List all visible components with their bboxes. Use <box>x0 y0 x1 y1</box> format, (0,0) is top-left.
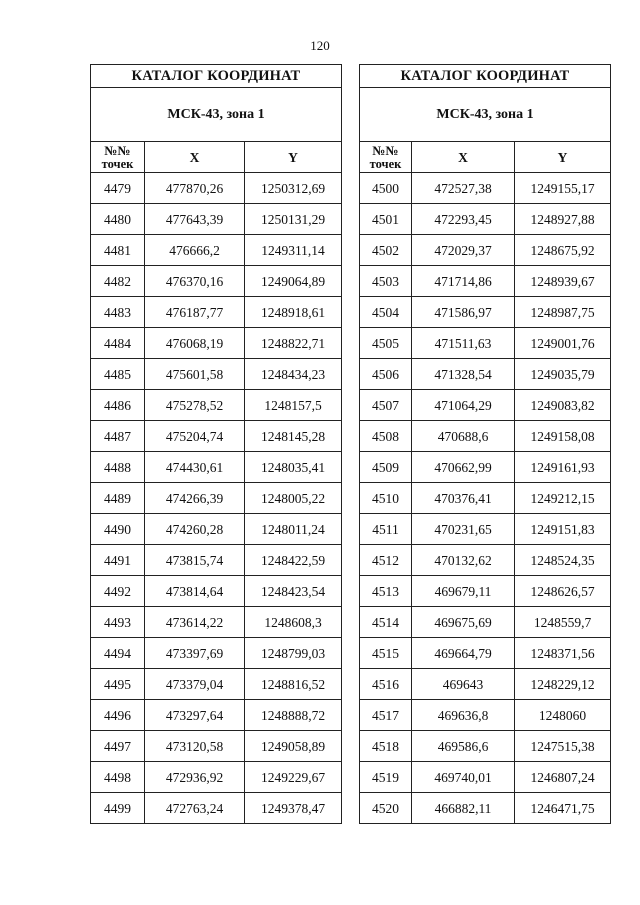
y-coordinate-cell: 1248005,22 <box>245 483 342 514</box>
coordinate-catalog-right <box>359 64 611 824</box>
table-row <box>360 576 611 607</box>
x-coordinate-cell: 470132,62 <box>412 545 515 576</box>
y-column-header: Y <box>245 142 342 173</box>
table-row <box>360 483 611 514</box>
y-coordinate-cell: 1248918,61 <box>245 297 342 328</box>
table-row <box>91 762 342 793</box>
x-coordinate-cell: 473120,58 <box>145 731 245 762</box>
y-coordinate-cell: 1248799,03 <box>245 638 342 669</box>
x-coordinate-cell: 469740,01 <box>412 762 515 793</box>
point-number-header-line2: точек <box>101 156 134 171</box>
point-number-cell: 4479 <box>91 173 145 204</box>
point-number-cell: 4510 <box>360 483 412 514</box>
x-coordinate-cell: 470662,99 <box>412 452 515 483</box>
y-coordinate-cell: 1248524,35 <box>515 545 611 576</box>
x-coordinate-cell: 471586,97 <box>412 297 515 328</box>
page-number: 120 <box>310 38 330 53</box>
y-coordinate-cell: 1248987,75 <box>515 297 611 328</box>
table-body <box>91 173 342 824</box>
x-coordinate-cell: 473814,64 <box>145 576 245 607</box>
point-number-cell: 4508 <box>360 421 412 452</box>
table-row <box>91 421 342 452</box>
x-coordinate-cell: 474260,28 <box>145 514 245 545</box>
y-coordinate-cell: 1249161,93 <box>515 452 611 483</box>
y-coordinate-cell: 1248939,67 <box>515 266 611 297</box>
y-coordinate-cell: 1248145,28 <box>245 421 342 452</box>
point-number-cell: 4499 <box>91 793 145 824</box>
y-coordinate-cell: 1248157,5 <box>245 390 342 421</box>
point-number-cell: 4502 <box>360 235 412 266</box>
y-coordinate-cell: 1248816,52 <box>245 669 342 700</box>
table-row <box>360 235 611 266</box>
y-coordinate-cell: 1249058,89 <box>245 731 342 762</box>
x-coordinate-cell: 472527,38 <box>412 173 515 204</box>
point-number-cell: 4495 <box>91 669 145 700</box>
x-coordinate-cell: 473614,22 <box>145 607 245 638</box>
point-number-cell: 4520 <box>360 793 412 824</box>
y-coordinate-cell: 1249378,47 <box>245 793 342 824</box>
x-coordinate-cell: 476370,16 <box>145 266 245 297</box>
point-number-header-line1: №№ <box>104 142 131 158</box>
x-coordinate-cell: 476187,77 <box>145 297 245 328</box>
x-coordinate-cell: 471064,29 <box>412 390 515 421</box>
y-coordinate-cell: 1248927,88 <box>515 204 611 235</box>
table-row <box>360 452 611 483</box>
point-number-cell: 4493 <box>91 607 145 638</box>
table-row <box>360 173 611 204</box>
point-number-cell: 4497 <box>91 731 145 762</box>
x-coordinate-cell: 471328,54 <box>412 359 515 390</box>
x-coordinate-cell: 469664,79 <box>412 638 515 669</box>
table-row <box>91 793 342 824</box>
table-row <box>360 545 611 576</box>
table-row <box>360 793 611 824</box>
x-coordinate-cell: 469643 <box>412 669 515 700</box>
y-coordinate-cell: 1249064,89 <box>245 266 342 297</box>
x-coordinate-cell: 476068,19 <box>145 328 245 359</box>
table-row <box>91 638 342 669</box>
x-coordinate-cell: 472029,37 <box>412 235 515 266</box>
y-coordinate-cell: 1248035,41 <box>245 452 342 483</box>
table-row <box>91 514 342 545</box>
point-number-header-line2: точек <box>369 156 402 171</box>
point-number-cell: 4517 <box>360 700 412 731</box>
point-number-cell: 4505 <box>360 328 412 359</box>
point-number-header-line1: №№ <box>372 142 399 158</box>
x-coordinate-cell: 471511,63 <box>412 328 515 359</box>
table-row <box>91 545 342 576</box>
x-column-header: X <box>145 142 245 173</box>
point-number-cell: 4519 <box>360 762 412 793</box>
table-row <box>91 235 342 266</box>
y-coordinate-cell: 1246471,75 <box>515 793 611 824</box>
point-number-cell: 4488 <box>91 452 145 483</box>
x-coordinate-cell: 469586,6 <box>412 731 515 762</box>
table-row <box>91 204 342 235</box>
point-number-cell: 4494 <box>91 638 145 669</box>
x-coordinate-cell: 469679,11 <box>412 576 515 607</box>
table-row <box>91 390 342 421</box>
y-coordinate-cell: 1249155,17 <box>515 173 611 204</box>
table-row <box>360 390 611 421</box>
y-coordinate-cell: 1248371,56 <box>515 638 611 669</box>
point-number-cell: 4514 <box>360 607 412 638</box>
point-number-cell: 4485 <box>91 359 145 390</box>
catalog-title: КАТАЛОГ КООРДИНАТ <box>360 65 611 88</box>
table-row <box>360 266 611 297</box>
coordinate-system-label: МСК-43, зона 1 <box>360 88 611 142</box>
table-row <box>360 731 611 762</box>
y-coordinate-cell: 1249035,79 <box>515 359 611 390</box>
table-row <box>91 731 342 762</box>
x-coordinate-cell: 469636,8 <box>412 700 515 731</box>
y-coordinate-cell: 1249212,15 <box>515 483 611 514</box>
x-coordinate-cell: 473397,69 <box>145 638 245 669</box>
x-coordinate-cell: 470688,6 <box>412 421 515 452</box>
point-number-cell: 4481 <box>91 235 145 266</box>
y-coordinate-cell: 1248434,23 <box>245 359 342 390</box>
x-coordinate-cell: 477643,39 <box>145 204 245 235</box>
point-number-cell: 4501 <box>360 204 412 235</box>
point-number-cell: 4511 <box>360 514 412 545</box>
y-coordinate-cell: 1248608,3 <box>245 607 342 638</box>
point-number-cell: 4482 <box>91 266 145 297</box>
point-number-cell: 4484 <box>91 328 145 359</box>
x-coordinate-cell: 473379,04 <box>145 669 245 700</box>
x-coordinate-cell: 473297,64 <box>145 700 245 731</box>
table-row <box>360 762 611 793</box>
point-number-header <box>91 142 145 173</box>
table-body <box>360 173 611 824</box>
point-number-cell: 4483 <box>91 297 145 328</box>
table-row <box>360 514 611 545</box>
y-coordinate-cell: 1249158,08 <box>515 421 611 452</box>
table-row <box>360 359 611 390</box>
table-row <box>91 483 342 514</box>
y-coordinate-cell: 1248423,54 <box>245 576 342 607</box>
table-row <box>91 607 342 638</box>
table-row <box>91 576 342 607</box>
table-row <box>360 328 611 359</box>
y-coordinate-cell: 1249083,82 <box>515 390 611 421</box>
point-number-cell: 4515 <box>360 638 412 669</box>
y-coordinate-cell: 1248675,92 <box>515 235 611 266</box>
point-number-cell: 4480 <box>91 204 145 235</box>
y-coordinate-cell: 1248559,7 <box>515 607 611 638</box>
y-column-header: Y <box>515 142 611 173</box>
y-coordinate-cell: 1248422,59 <box>245 545 342 576</box>
x-coordinate-cell: 474266,39 <box>145 483 245 514</box>
point-number-cell: 4512 <box>360 545 412 576</box>
y-coordinate-cell: 1250312,69 <box>245 173 342 204</box>
table-row <box>91 359 342 390</box>
point-number-cell: 4491 <box>91 545 145 576</box>
y-coordinate-cell: 1248060 <box>515 700 611 731</box>
y-coordinate-cell: 1248822,71 <box>245 328 342 359</box>
table-row <box>360 297 611 328</box>
table-row <box>91 452 342 483</box>
point-number-cell: 4487 <box>91 421 145 452</box>
y-coordinate-cell: 1248888,72 <box>245 700 342 731</box>
point-number-cell: 4500 <box>360 173 412 204</box>
point-number-cell: 4509 <box>360 452 412 483</box>
y-coordinate-cell: 1248011,24 <box>245 514 342 545</box>
point-number-cell: 4492 <box>91 576 145 607</box>
coordinate-catalog-left <box>90 64 342 824</box>
table-row <box>91 700 342 731</box>
x-coordinate-cell: 477870,26 <box>145 173 245 204</box>
table-row <box>360 669 611 700</box>
table-row <box>360 638 611 669</box>
point-number-cell: 4503 <box>360 266 412 297</box>
y-coordinate-cell: 1247515,38 <box>515 731 611 762</box>
x-coordinate-cell: 470231,65 <box>412 514 515 545</box>
table-row <box>91 669 342 700</box>
y-coordinate-cell: 1250131,29 <box>245 204 342 235</box>
table-row <box>360 700 611 731</box>
y-coordinate-cell: 1246807,24 <box>515 762 611 793</box>
table-row <box>360 204 611 235</box>
x-coordinate-cell: 470376,41 <box>412 483 515 514</box>
point-number-cell: 4496 <box>91 700 145 731</box>
y-coordinate-cell: 1249001,76 <box>515 328 611 359</box>
x-coordinate-cell: 472763,24 <box>145 793 245 824</box>
table-row <box>91 266 342 297</box>
point-number-cell: 4504 <box>360 297 412 328</box>
x-coordinate-cell: 474430,61 <box>145 452 245 483</box>
table-row <box>360 607 611 638</box>
y-coordinate-cell: 1249151,83 <box>515 514 611 545</box>
point-number-cell: 4498 <box>91 762 145 793</box>
point-number-cell: 4490 <box>91 514 145 545</box>
y-coordinate-cell: 1249311,14 <box>245 235 342 266</box>
x-coordinate-cell: 466882,11 <box>412 793 515 824</box>
x-coordinate-cell: 476666,2 <box>145 235 245 266</box>
y-coordinate-cell: 1248229,12 <box>515 669 611 700</box>
coordinate-system-label: МСК-43, зона 1 <box>91 88 342 142</box>
x-coordinate-cell: 469675,69 <box>412 607 515 638</box>
x-coordinate-cell: 472293,45 <box>412 204 515 235</box>
table-row <box>91 297 342 328</box>
point-number-cell: 4516 <box>360 669 412 700</box>
x-coordinate-cell: 473815,74 <box>145 545 245 576</box>
table-row <box>91 173 342 204</box>
point-number-cell: 4506 <box>360 359 412 390</box>
table-row <box>360 421 611 452</box>
x-coordinate-cell: 475601,58 <box>145 359 245 390</box>
catalog-title: КАТАЛОГ КООРДИНАТ <box>91 65 342 88</box>
table-row <box>91 328 342 359</box>
point-number-cell: 4518 <box>360 731 412 762</box>
point-number-cell: 4489 <box>91 483 145 514</box>
point-number-cell: 4513 <box>360 576 412 607</box>
point-number-cell: 4486 <box>91 390 145 421</box>
x-column-header: X <box>412 142 515 173</box>
x-coordinate-cell: 472936,92 <box>145 762 245 793</box>
point-number-cell: 4507 <box>360 390 412 421</box>
point-number-header <box>360 142 412 173</box>
y-coordinate-cell: 1248626,57 <box>515 576 611 607</box>
y-coordinate-cell: 1249229,67 <box>245 762 342 793</box>
x-coordinate-cell: 471714,86 <box>412 266 515 297</box>
x-coordinate-cell: 475204,74 <box>145 421 245 452</box>
x-coordinate-cell: 475278,52 <box>145 390 245 421</box>
